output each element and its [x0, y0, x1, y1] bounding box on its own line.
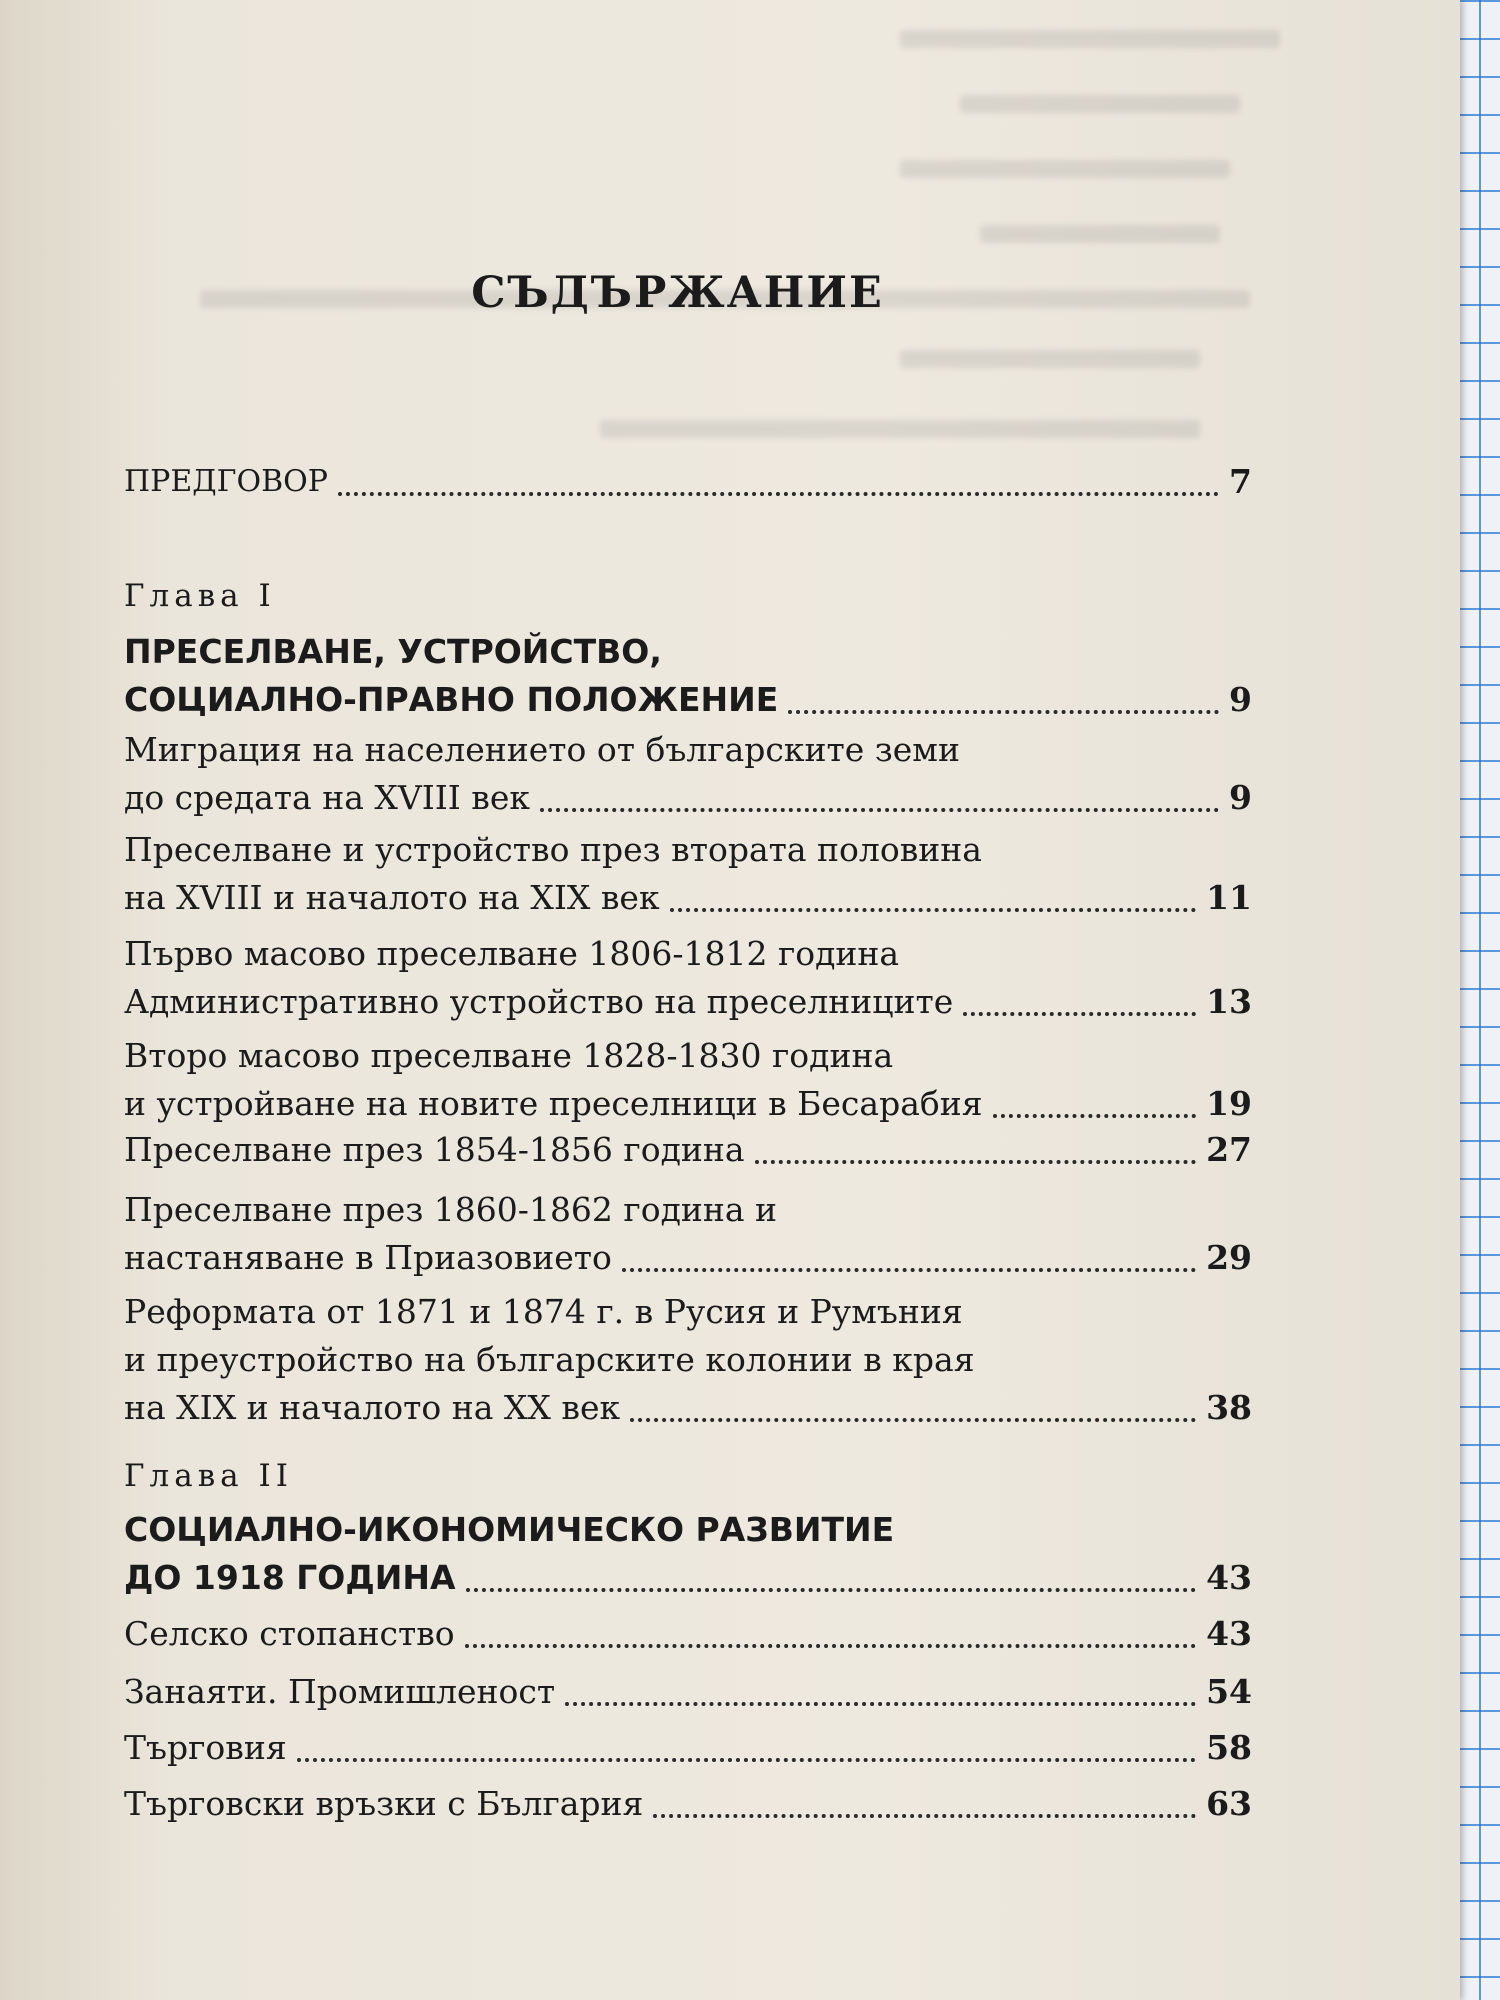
- dot-leader: [755, 1160, 1197, 1164]
- toc-section-line: Занаяти. Промишленост: [124, 1672, 556, 1711]
- dot-leader: [670, 908, 1196, 912]
- chapter-heading-line: ПРЕСЕЛВАНЕ, УСТРОЙСТВО,: [124, 632, 662, 671]
- toc-page-number: 58: [1206, 1728, 1252, 1767]
- toc-section: [124, 1288, 1252, 1432]
- dot-leader: [297, 1758, 1196, 1762]
- toc-section-line: Миграция на населението от българските земи: [124, 730, 960, 769]
- toc-section: [124, 1668, 1252, 1716]
- toc-page-number: 7: [1229, 462, 1252, 501]
- toc-section-line: Преселване през 1854-1856 година: [124, 1130, 745, 1169]
- toc-section: [124, 1186, 1252, 1282]
- toc-section-line: Реформата от 1871 и 1874 г. в Русия и Румъния: [124, 1292, 963, 1331]
- toc-section-line: на XVIII и началото на XIX век: [124, 878, 660, 917]
- toc-section-line: Преселване през 1860-1862 година и: [124, 1190, 778, 1229]
- toc-section-line: Търговски връзки с България: [124, 1784, 644, 1823]
- chapter-label: Глава I: [124, 578, 276, 614]
- toc-section: [124, 1032, 1252, 1128]
- dot-leader: [630, 1418, 1196, 1422]
- toc-page-number: 63: [1206, 1784, 1252, 1823]
- toc-section: [124, 826, 1252, 922]
- toc-page-number: 38: [1206, 1388, 1252, 1427]
- toc-section: [124, 1610, 1252, 1658]
- chapter-heading-line: СОЦИАЛНО-ПРАВНО ПОЛОЖЕНИЕ: [124, 680, 779, 719]
- toc-entry-preface: [124, 458, 1252, 506]
- dot-leader: [963, 1012, 1196, 1016]
- chapter-heading-line: ДО 1918 ГОДИНА: [124, 1558, 456, 1597]
- chapter-heading: [124, 628, 1252, 724]
- graph-paper-background: [1455, 0, 1500, 2000]
- toc-section-line: настаняване в Приазовието: [124, 1238, 612, 1277]
- dot-leader: [788, 710, 1219, 714]
- toc-section-line: Първо масово преселване 1806-1812 година: [124, 934, 900, 973]
- toc-section-line: на XIX и началото на XX век: [124, 1388, 621, 1427]
- toc-section: [124, 1126, 1252, 1174]
- toc-page-number: 9: [1229, 680, 1252, 719]
- toc-section-line: Административно устройство на преселниците: [124, 982, 954, 1021]
- toc-page-number: 13: [1206, 982, 1252, 1021]
- toc-page-number: 29: [1206, 1238, 1252, 1277]
- dot-leader: [338, 492, 1219, 496]
- toc-page-number: 9: [1229, 778, 1252, 817]
- dot-leader: [993, 1114, 1196, 1118]
- toc-section-line: и устройване на новите преселници в Бесарабия: [124, 1084, 983, 1123]
- toc-section-line: Селско стопанство: [124, 1614, 455, 1653]
- toc-section-line: до средата на XVIII век: [124, 778, 531, 817]
- toc-page-number: 11: [1206, 878, 1252, 917]
- dot-leader: [465, 1644, 1196, 1648]
- dot-leader: [622, 1268, 1196, 1272]
- toc-section: [124, 1780, 1252, 1828]
- dot-leader: [565, 1702, 1196, 1706]
- toc-entry-label: ПРЕДГОВОР: [124, 464, 328, 499]
- chapter-label: Глава II: [124, 1458, 293, 1494]
- toc-page-number: 54: [1206, 1672, 1252, 1711]
- toc-page-number: 27: [1206, 1130, 1252, 1169]
- dot-leader: [653, 1814, 1196, 1818]
- dot-leader: [540, 808, 1219, 812]
- chapter-heading-line: СОЦИАЛНО-ИКОНОМИЧЕСКО РАЗВИТИЕ: [124, 1510, 895, 1549]
- toc-page-number: 19: [1206, 1084, 1252, 1123]
- toc-section-line: Търговия: [124, 1728, 287, 1767]
- dot-leader: [466, 1588, 1197, 1592]
- show-through-text: [0, 0, 1460, 460]
- page-title: СЪДЪРЖАНИЕ: [471, 268, 884, 318]
- chapter-heading: [124, 1506, 1252, 1602]
- toc-section-line: Преселване и устройство през втората половина: [124, 830, 982, 869]
- toc-page-number: 43: [1206, 1558, 1252, 1597]
- toc-section-line: и преустройство на българските колонии в края: [124, 1340, 975, 1379]
- toc-section: [124, 726, 1252, 822]
- toc-page-number: 43: [1206, 1614, 1252, 1653]
- toc-section: [124, 930, 1252, 1026]
- toc-section: [124, 1724, 1252, 1772]
- toc-section-line: Второ масово преселване 1828-1830 година: [124, 1036, 894, 1075]
